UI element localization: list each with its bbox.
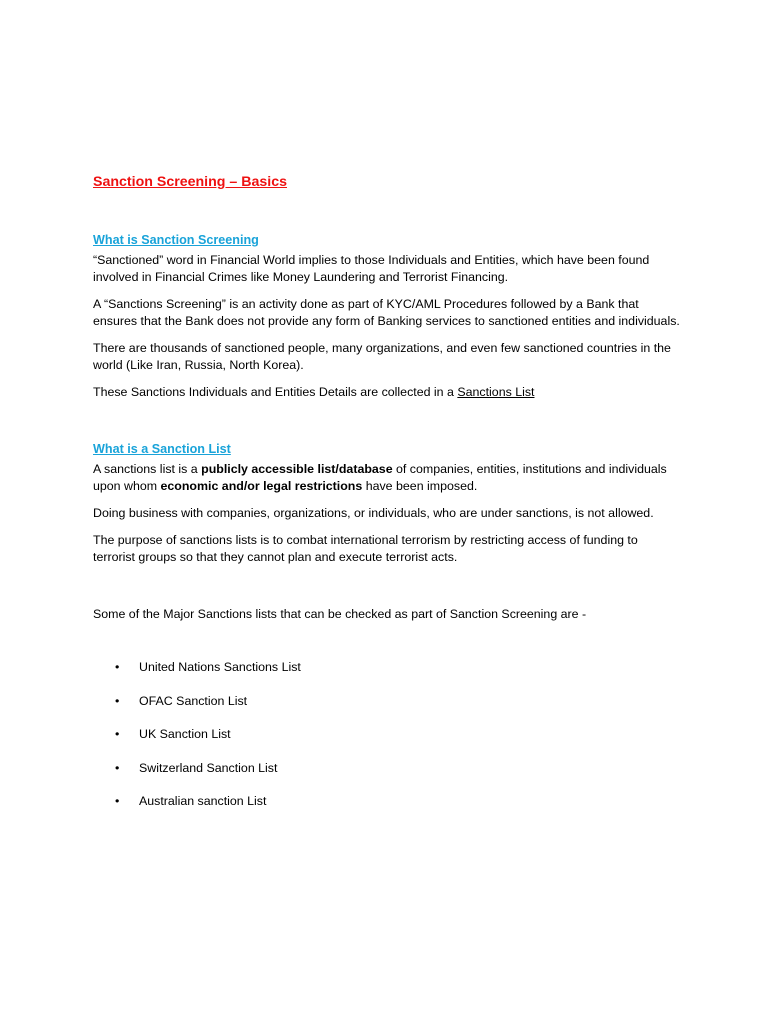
- paragraph-purpose-of-sanctions: The purpose of sanctions lists is to combat international terrorism by restricting access of funding to terrorist groups so that they cannot plan and execute terrorist acts.: [93, 533, 638, 564]
- sanctions-lists: [93, 659, 683, 810]
- document-body: [93, 174, 683, 827]
- sanctions-lists-container: [93, 659, 683, 810]
- list-item-label: Australian sanction List: [139, 794, 267, 808]
- list-item: [93, 793, 683, 810]
- paragraph-major-lists-intro: Some of the Major Sanctions lists that can be checked as part of Sanction Screening are -: [93, 607, 587, 621]
- list-item: [93, 760, 683, 777]
- list-item-label: Switzerland Sanction List: [139, 760, 278, 775]
- paragraph-sanctions-screening-definition: A “Sanctions Screening” is an activity done as part of KYC/AML Procedures followed by a Bank that ensures that the Bank does not provide any form of Banking services to sanctioned entities and individuals.: [93, 297, 680, 328]
- list-item-label: UK Sanction List: [139, 727, 231, 741]
- paragraph-sanctions-list-definition: [93, 461, 683, 495]
- bold-text-restrictions: economic and/or legal restrictions: [160, 479, 363, 493]
- bold-text-publicly-accessible: publicly accessible list/database: [201, 462, 393, 476]
- list-item: [93, 726, 683, 743]
- list-item-label: United Nations Sanctions List: [139, 660, 301, 674]
- bullet-icon: •: [115, 727, 120, 741]
- text-run: of companies, entities, institutions and individuals upon whom: [93, 462, 667, 493]
- paragraph-sanctioned-definition: “Sanctioned” word in Financial World implies to those Individuals and Entities, which have been found involved in Financial Crimes like Money Laundering and Terrorist Financing.: [93, 253, 650, 284]
- bullet-icon: •: [115, 660, 120, 674]
- sanctions-list-link[interactable]: Sanctions List: [457, 385, 535, 399]
- bullet-icon: •: [115, 760, 120, 775]
- section-heading-what-is-a-sanction-list: What is a Sanction List: [93, 442, 231, 456]
- list-item-label: OFAC Sanction List: [139, 693, 248, 708]
- paragraph-business-not-allowed: Doing business with companies, organizations, or individuals, who are under sanctions, is not allowed.: [93, 506, 654, 520]
- bullet-icon: •: [115, 693, 120, 708]
- list-item: [93, 693, 683, 710]
- text-run: have been imposed.: [362, 479, 478, 493]
- sanctions-list-reference-text: These Sanctions Individuals and Entities Details are collected in a: [93, 385, 458, 399]
- paragraph-sanctioned-entities-count: There are thousands of sanctioned people, many organizations, and even few sanctioned countries in the world (Like Iran, Russia, North Korea).: [93, 341, 671, 372]
- bullet-icon: •: [115, 794, 120, 808]
- list-item: [93, 659, 683, 676]
- paragraph-sanctions-list-reference: [93, 384, 683, 401]
- text-run: A sanctions list is a: [93, 462, 202, 476]
- document-title: Sanction Screening – Basics: [93, 174, 287, 190]
- section-heading-what-is-sanction-screening: What is Sanction Screening: [93, 233, 259, 247]
